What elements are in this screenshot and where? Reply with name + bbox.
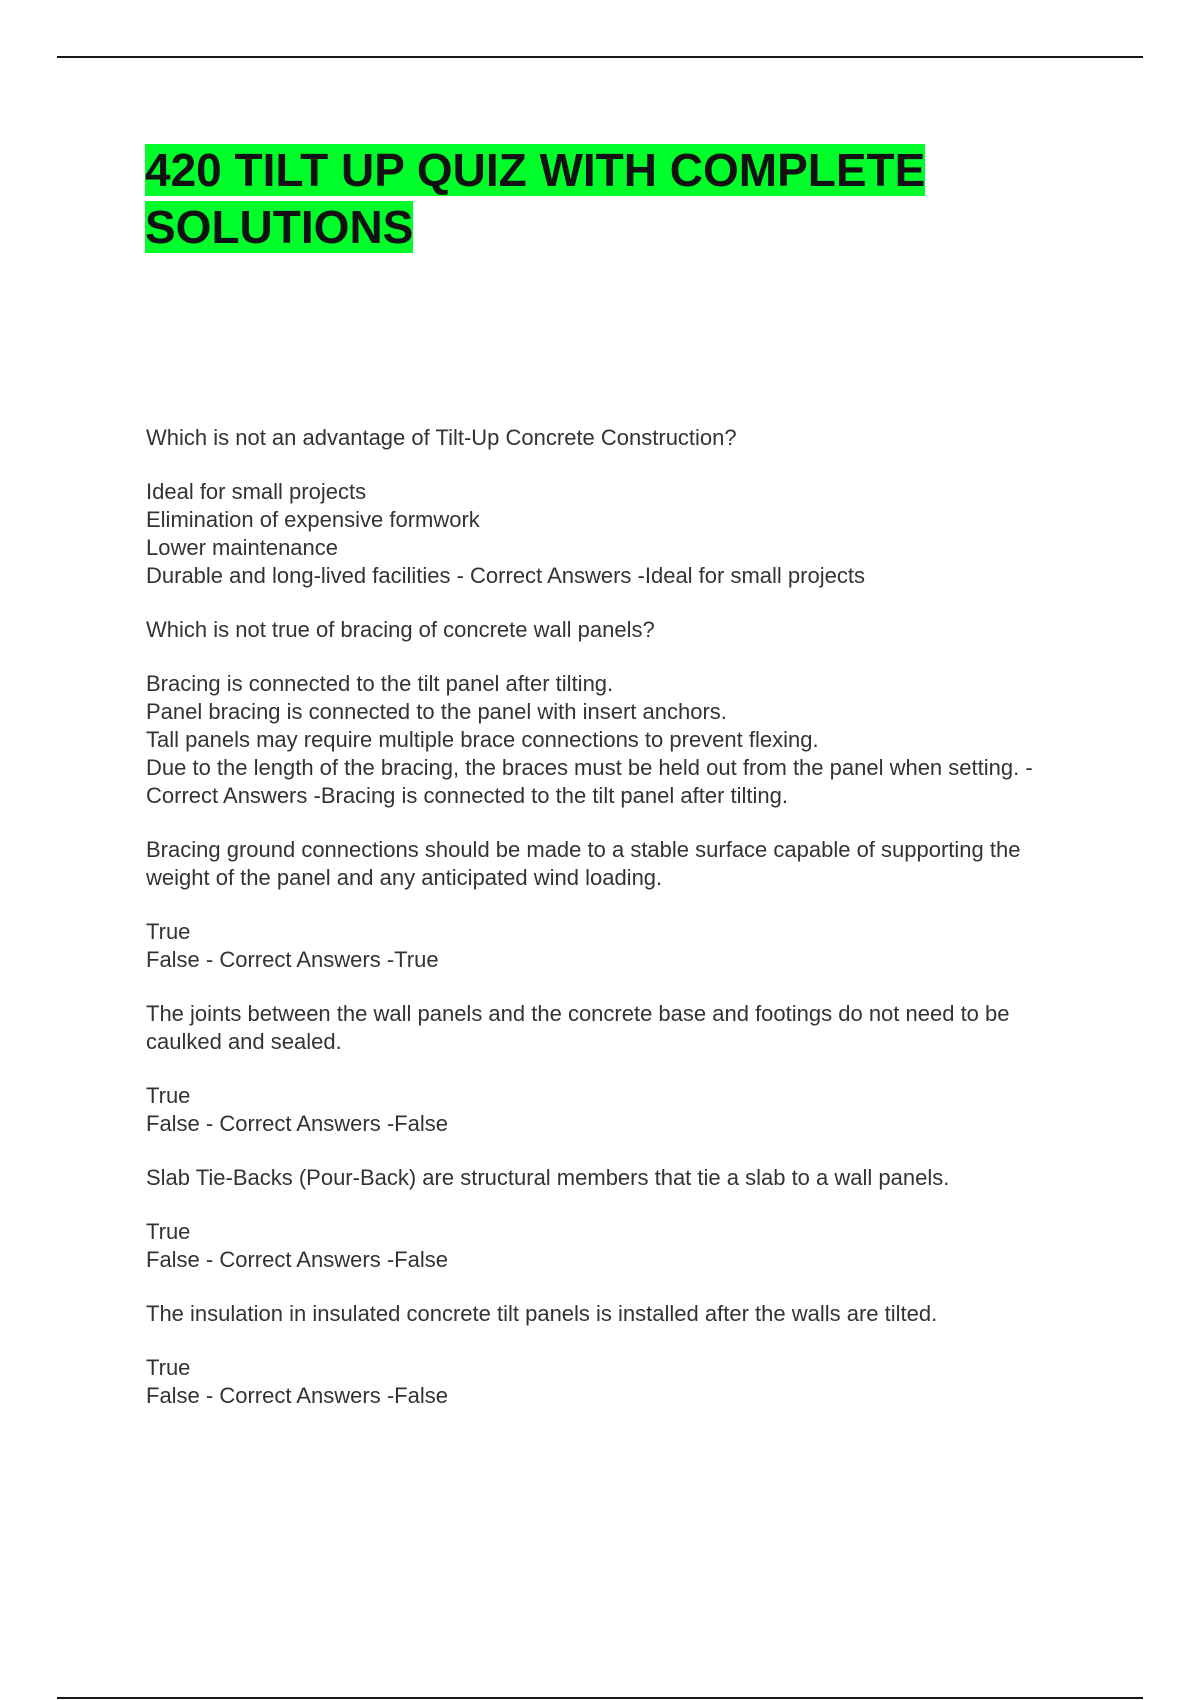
quiz-item [146,616,1076,810]
quiz-question: The joints between the wall panels and the concrete base and footings do not need to be caulked and sealed. [146,1001,1010,1054]
quiz-options [146,1218,1076,1274]
quiz-options [146,670,1076,810]
quiz-question: Bracing ground connections should be made to a stable surface capable of supporting the weight of the panel and any anticipated wind loading. [146,837,1021,890]
quiz-option-answer: False - Correct Answers -False [146,1247,448,1272]
quiz-options [146,478,1076,590]
quiz-options [146,1082,1076,1138]
document-title [145,142,1045,256]
quiz-option: Elimination of expensive formwork [146,507,480,532]
quiz-option-answer: Durable and long-lived facilities - Correct Answers -Ideal for small projects [146,563,865,588]
quiz-option: True [146,1219,191,1244]
quiz-option: True [146,919,191,944]
quiz-content [146,424,1076,1436]
quiz-option: True [146,1355,191,1380]
document-title-text: 420 TILT UP QUIZ WITH COMPLETE SOLUTIONS [145,144,926,253]
quiz-question: Which is not an advantage of Tilt-Up Concrete Construction? [146,425,737,450]
quiz-item [146,424,1076,590]
quiz-question: Which is not true of bracing of concrete wall panels? [146,617,655,642]
quiz-option: Ideal for small projects [146,479,367,504]
quiz-item [146,1000,1076,1138]
quiz-option: Tall panels may require multiple brace connections to prevent flexing. [146,727,819,752]
quiz-option: Lower maintenance [146,535,339,560]
quiz-option-answer: False - Correct Answers -True [146,947,439,972]
quiz-question: The insulation in insulated concrete tilt panels is installed after the walls are tilted. [146,1301,938,1326]
quiz-option-answer: Due to the length of the bracing, the braces must be held out from the panel when setting. - Correct Answers -Bracing is connected to the tilt panel after tilting. [146,755,1033,808]
quiz-item [146,1300,1076,1410]
quiz-item [146,1164,1076,1274]
quiz-option: Panel bracing is connected to the panel with insert anchors. [146,699,727,724]
bottom-divider [57,1697,1143,1699]
quiz-option-answer: False - Correct Answers -False [146,1383,448,1408]
quiz-question: Slab Tie-Backs (Pour-Back) are structural members that tie a slab to a wall panels. [146,1165,950,1190]
quiz-option: True [146,1083,191,1108]
quiz-option-answer: False - Correct Answers -False [146,1111,448,1136]
top-divider [57,56,1143,58]
quiz-item [146,836,1076,974]
quiz-option: Bracing is connected to the tilt panel after tilting. [146,671,614,696]
quiz-options [146,918,1076,974]
quiz-options [146,1354,1076,1410]
